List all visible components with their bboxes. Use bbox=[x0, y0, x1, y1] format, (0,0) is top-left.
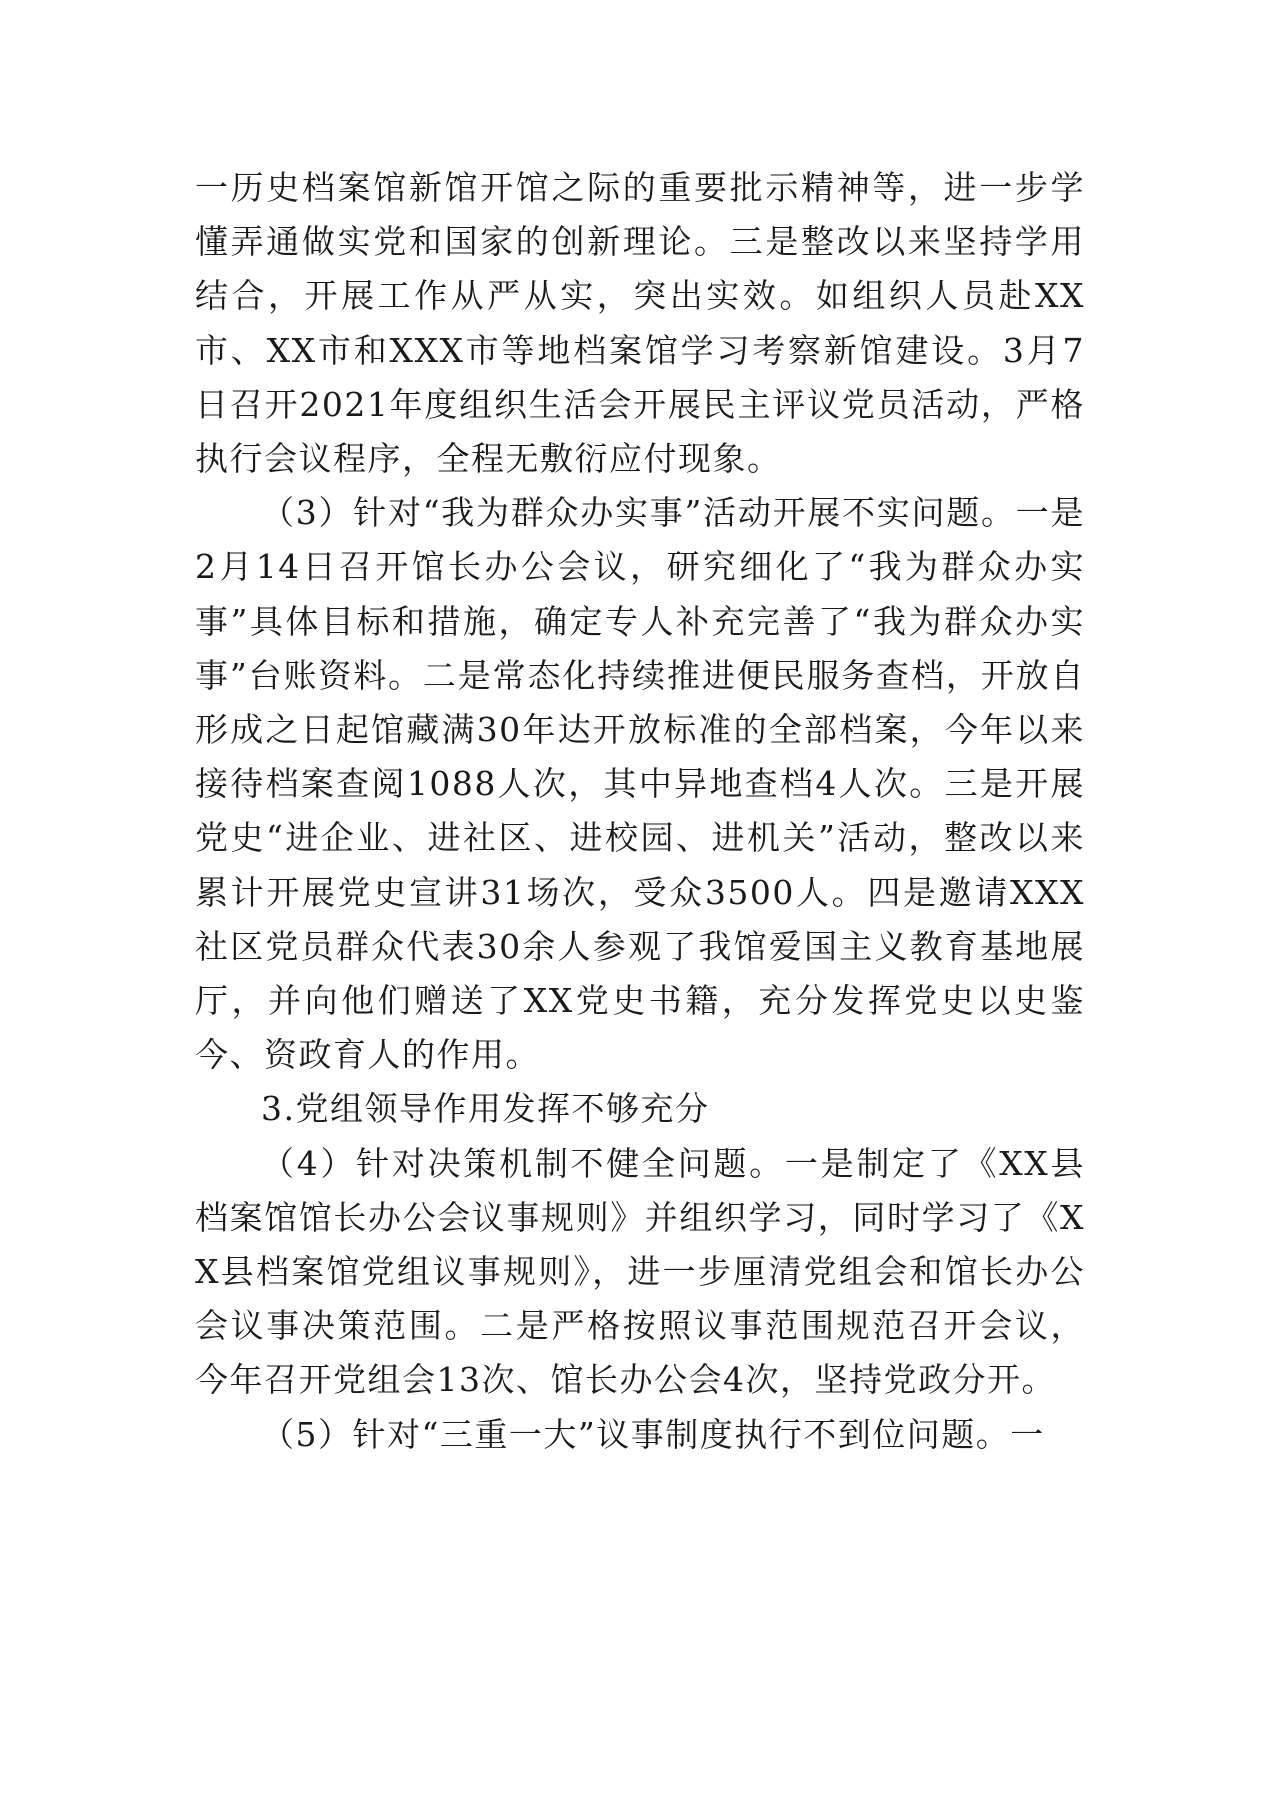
document-body bbox=[195, 161, 1085, 1462]
paragraph-item-5: （5）针对“三重一大”议事制度执行不到位问题。一 bbox=[261, 1414, 1045, 1454]
paragraph-item-4: （4）针对决策机制不健全问题。一是制定了《XX县档案馆馆长办公会议事规则》并组织学习，同时学习了《XX县档案馆党组议事规则》，进一步厘清党组会和馆长办公会议事决策范围。二是严格按照议事范围规范召开会议，今年召开党组会13次、馆长办公会4次，坚持党政分开。 bbox=[195, 1143, 1085, 1400]
paragraph-continuation: 一历史档案馆新馆开馆之际的重要批示精神等，进一步学懂弄通做实党和国家的创新理论。三是整改以来坚持学用结合，开展工作从严从实，突出实效。如组织人员赴XX市、XX市和XXX市等地档案馆学习考察新馆建设。3月7日召开2021年度组织生活会开展民主评议党员活动，严格执行会议程序，全程无敷衍应付现象。 bbox=[195, 168, 1085, 479]
paragraph-item-3: （3）针对“我为群众办实事”活动开展不实问题。一是2月14日召开馆长办公会议，研究细化了“我为群众办实事”具体目标和措施，确定专人补充完善了“我为群众办实事”台账资料。二是常态化持续推进便民服务查档，开放自形成之日起馆藏满30年达开放标准的全部档案，今年以来接待档案查阅1088人次，其中异地查档4人次。三是开展党史“进企业、进社区、进校园、进机关”活动，整改以来累计开展党史宣讲31场次，受众3500人。四是邀请XXX社区党员群众代表30余人参观了我馆爱国主义教育基地展厅，并向他们赠送了XX党史书籍，充分发挥党史以史鉴今、资政育人的作用。 bbox=[195, 493, 1085, 1075]
section-heading-3: 3.党组领导作用发挥不够充分 bbox=[261, 1089, 710, 1129]
